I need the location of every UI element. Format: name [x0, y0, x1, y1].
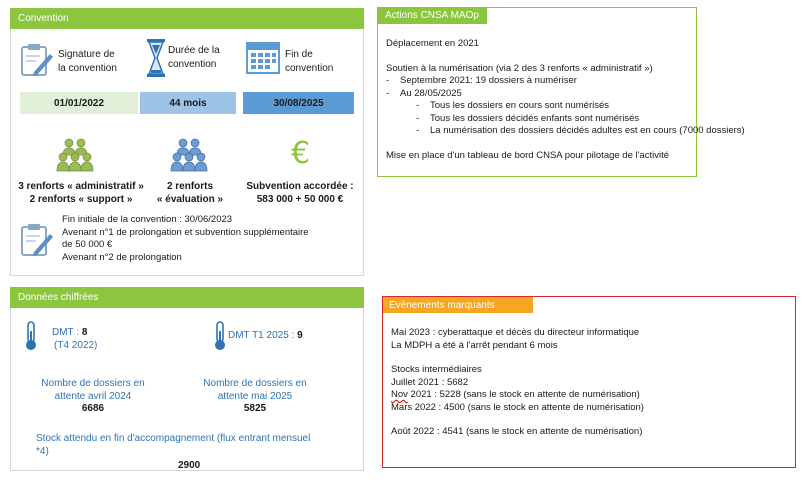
line-soutien: Soutien à la numérisation (via 2 des 3 renforts « administratif »): [386, 62, 653, 74]
stock-line: Mars 2022 : 4500 (sans le stock en attente de numérisation): [391, 401, 644, 413]
stock-line: Juillet 2021 : 5682: [391, 376, 469, 388]
signature-date: 01/01/2022: [20, 92, 138, 114]
bullet-mai: - Au 28/05/2025: [386, 87, 462, 99]
convention-header-label: Convention: [18, 13, 69, 24]
fin-label: Fin de convention: [285, 49, 334, 74]
renforts-eval-text: 2 renforts « évaluation »: [156, 181, 224, 205]
renforts-admin-text: 3 renforts « administratif » 2 renforts « support »: [18, 181, 144, 205]
dmt-t1-line: DMT T1 2025 : 9: [228, 330, 303, 341]
clipboard-pen-icon: [20, 42, 54, 78]
hourglass-icon: [146, 38, 166, 78]
attente-avril-block: Nombre de dossiers en attente avril 2024 6686: [41, 378, 145, 414]
fin-date: 30/08/2025: [243, 92, 354, 114]
group-people-green-icon: [56, 138, 94, 172]
actions-header: [377, 7, 487, 24]
group-people-blue-icon: [170, 138, 208, 172]
stock-label: Stock attendu en fin d'accompagnement (flux entrant mensuel *4): [36, 433, 311, 457]
avenant-text: Fin initiale de la convention : 30/06/2023 Avenant n°1 de prolongation et subvention supplémentaire de 50 000 € Avenant n°2 de prolongation: [62, 214, 309, 263]
signature-label: Signature de la convention: [58, 49, 117, 74]
bullet-sept: - Septembre 2021: 19 dossiers à numériser: [386, 75, 577, 86]
evenements-text: [391, 327, 644, 439]
sub-bullet: - Tous les dossiers décidés enfants sont numérisés: [416, 112, 640, 124]
dmt-block: [52, 326, 97, 352]
event-line: La MDPH a été à l'arrêt pendant 6 mois: [391, 339, 558, 351]
clipboard-pen-icon-2: [20, 222, 54, 258]
donnees-header: [10, 287, 364, 308]
euro-icon: €: [291, 136, 311, 171]
duree-value: 44 mois: [140, 92, 236, 114]
stock-line: Nov 2021 : 5228 (sans le stock en attente de numérisation): [391, 389, 640, 400]
actions-text: [386, 38, 745, 162]
sub-bullet: - Tous les dossiers en cours sont numérisés: [416, 100, 609, 111]
thermometer-icon: [24, 321, 38, 351]
stock-line: Août 2022 : 4541 (sans le stock en attente de numérisation): [391, 426, 643, 437]
event-line: Mai 2023 : cyberattaque et décès du directeur informatique: [391, 327, 640, 338]
thermometer-icon-2: [213, 321, 227, 351]
actions-header-label: Actions CNSA MAOp: [385, 10, 479, 21]
convention-header: [10, 8, 364, 29]
subvention-text: Subvention accordée : 583 000 + 50 000 €: [246, 181, 354, 205]
donnees-header-label: Données chiffrées: [18, 292, 99, 303]
evenements-header-label: Evènements marquants: [389, 299, 495, 311]
dmt-period: (T4 2022): [54, 340, 98, 351]
calendar-icon: [246, 42, 280, 74]
stock-value: 2900: [178, 460, 201, 471]
attente-mai-block: Nombre de dossiers en attente mai 2025 5825: [203, 378, 307, 414]
sub-bullet: - La numérisation des dossiers décidés adultes est en cours (7000 dossiers): [416, 125, 745, 136]
dmt-line: DMT : 8: [52, 327, 88, 338]
line-deplacement: Déplacement en 2021: [386, 38, 479, 49]
stocks-title: Stocks intermédiaires: [391, 364, 482, 375]
line-tableau: Mise en place d'un tableau de bord CNSA pour pilotage de l'activité: [386, 149, 670, 161]
duree-label: Durée de la convention: [168, 45, 220, 70]
evenements-header: [383, 297, 533, 313]
